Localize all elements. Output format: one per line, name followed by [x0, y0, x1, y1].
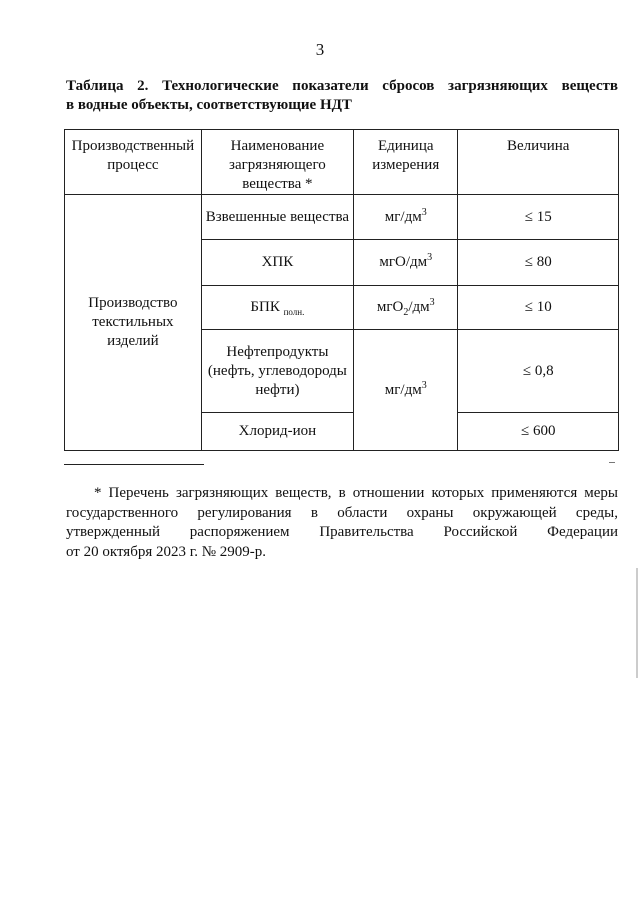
substance-cell: Хлорид-ион: [201, 413, 353, 451]
scan-edge-mark: [636, 568, 638, 678]
substance-cell: Нефтепродукты (нефть, углеводороды нефти): [201, 330, 353, 413]
value-cell: ≤ 600: [458, 413, 619, 451]
value-cell: ≤ 15: [458, 195, 619, 240]
process-cell: Производство текстильных изделий: [65, 195, 202, 451]
table-row: [65, 195, 619, 240]
pollutant-table: [64, 129, 619, 451]
page-number: 3: [315, 40, 325, 59]
table-header-row: [65, 130, 619, 195]
footnote-divider: [64, 464, 204, 465]
header-unit: Единица измерения: [354, 130, 458, 195]
unit-cell: мгО/$дм^3$: [354, 240, 458, 286]
header-value: Величина: [458, 130, 619, 195]
caption-line-2: в водные объекты, соответствующие НДТ: [66, 97, 352, 113]
footnote-line-4: от 20 октября 2023 г. № 2909-р.: [66, 543, 267, 560]
shared-unit-cell: $мг/дм^3$: [354, 330, 458, 451]
table-caption: [66, 77, 618, 115]
footnote-line-3: утвержденный распоряжением Правительства Российской Федерации: [66, 524, 618, 540]
footnote-line-1: * Перечень загрязняющих веществ, в отношении которых применяются меры: [94, 485, 618, 501]
header-process: Производственный процесс: [65, 130, 202, 195]
substance-cell: Взвешенные вещества: [201, 195, 353, 240]
margin-mark: [609, 462, 615, 463]
footnote: [66, 484, 618, 562]
value-cell: ≤ 10: [458, 286, 619, 330]
footnote-line-2: государственного регулирования в области охраны окружающей среды,: [66, 504, 618, 521]
unit-cell: $мгО_2/дм^3$: [354, 286, 458, 330]
value-cell: ≤ 80: [458, 240, 619, 286]
substance-cell: ХПК: [201, 240, 353, 286]
header-substance: Наименование загрязняющего вещества *: [201, 130, 353, 195]
substance-cell: БПК $_{полн.}$: [201, 286, 353, 330]
value-cell: ≤ 0,8: [458, 330, 619, 413]
caption-line-1: Таблица 2. Технологические показатели сбросов загрязняющих веществ: [66, 78, 618, 94]
unit-cell: $мг/дм^3$: [354, 195, 458, 240]
